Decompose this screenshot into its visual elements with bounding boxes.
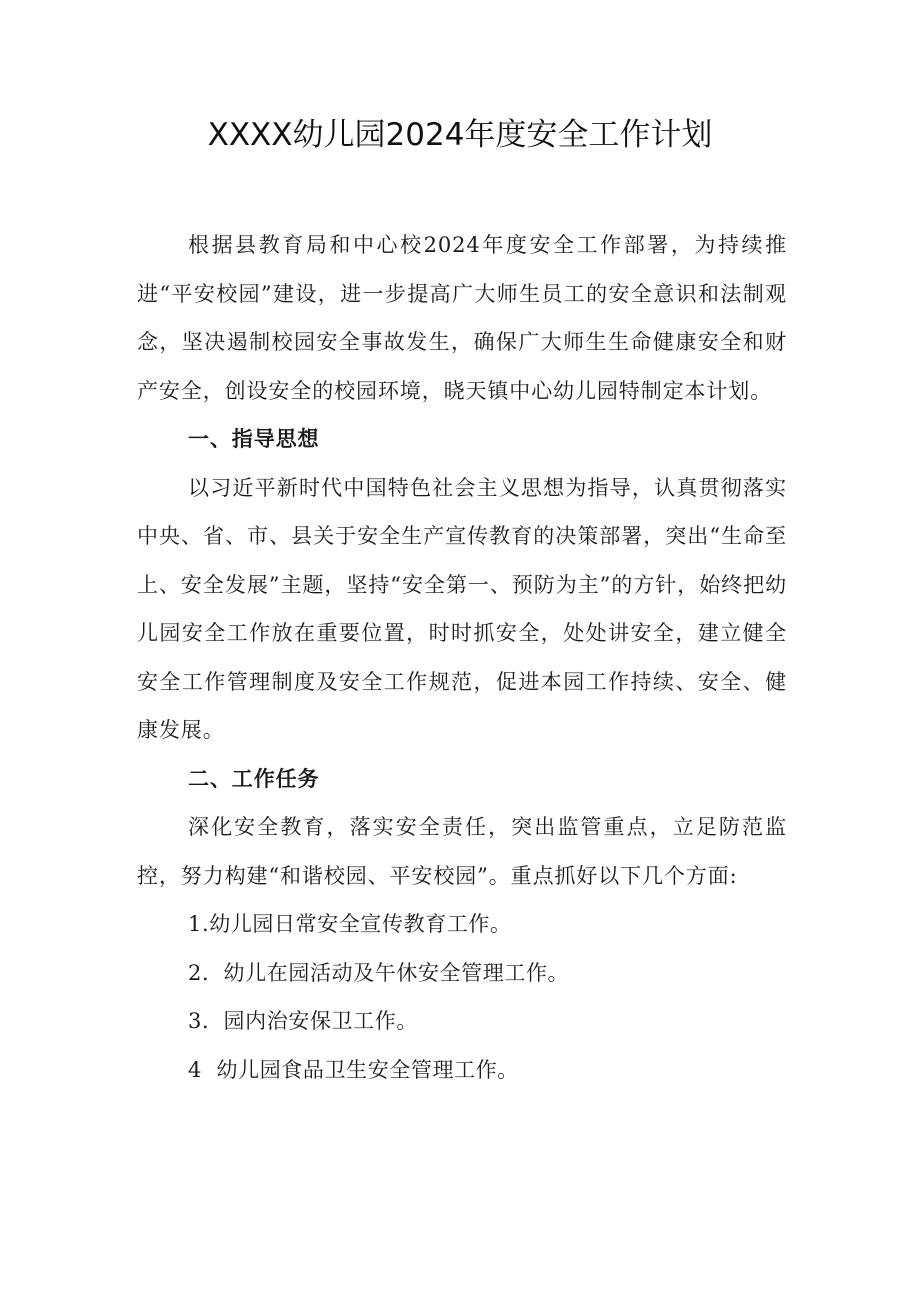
list-item: 3．园内治安保卫工作。 — [188, 1009, 418, 1033]
section-heading-guiding-ideology: 一、指导思想 — [188, 427, 320, 451]
document-title: XXXX幼儿园2024年度安全工作计划 — [207, 117, 713, 153]
list-item: 2．幼儿在园活动及午休安全管理工作。 — [188, 960, 570, 985]
document-body — [137, 221, 787, 1094]
section-paragraph-guiding-ideology: 以习近平新时代中国特色社会主义思想为指导，认真贯彻落实中央、省、市、县关于安全生产宣传教育的决策部署，突出“生命至上、安全发展”主题，坚持“安全第一、预防为主”的方针，始终把幼儿园安全工作放在重要位置，时时抓安全，处处讲安全，建立健全安全工作管理制度及安全工作规范，促进本园工作持续、安全、健康发展。 — [137, 475, 787, 742]
list-item: 4 幼儿园食品卫生安全管理工作。 — [188, 1057, 519, 1082]
section-paragraph-work-tasks: 深化安全教育，落实安全责任，突出监管重点，立足防范监控，努力构建“和谐校园、平安校园”。重点抓好以下几个方面: — [137, 815, 787, 888]
intro-paragraph: 根据县教育局和中心校2024年度安全工作部署，为持续推进“平安校园”建设，进一步提高广大师生员工的安全意识和法制观念，坚决遏制校园安全事故发生，确保广大师生生命健康安全和财产安全，创设安全的校园环境，晓天镇中心幼儿园特制定本计划。 — [137, 233, 787, 403]
list-item: 1.幼儿园日常安全宣传教育工作。 — [188, 912, 512, 936]
section-heading-work-tasks: 二、工作任务 — [188, 766, 320, 791]
